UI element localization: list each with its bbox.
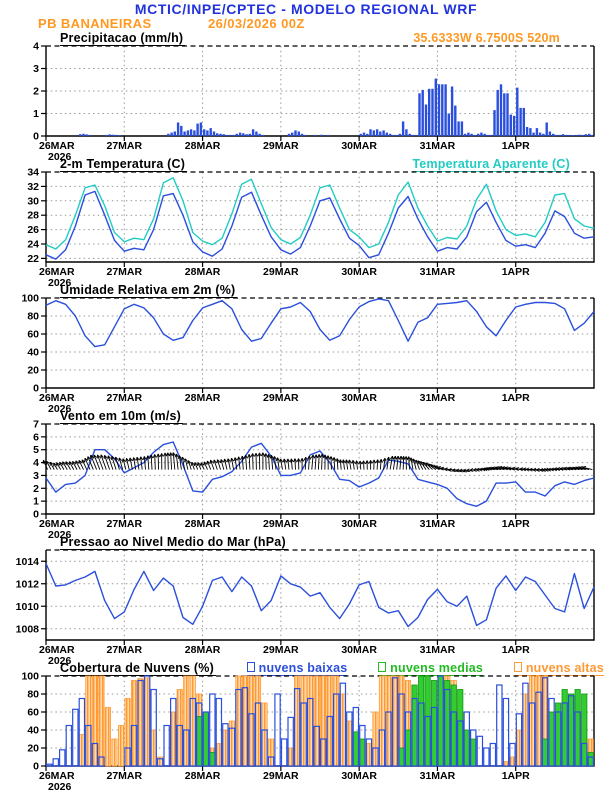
svg-text:26MAR: 26MAR [39, 644, 75, 656]
svg-text:29MAR: 29MAR [263, 140, 299, 152]
svg-text:24: 24 [27, 238, 39, 251]
svg-text:30MAR: 30MAR [341, 518, 377, 530]
svg-text:1APR: 1APR [501, 770, 530, 782]
svg-text:28MAR: 28MAR [184, 392, 221, 404]
svg-text:31MAR: 31MAR [419, 392, 456, 404]
pressure-title: Pressao ao Nivel Medio do Mar (hPa) [60, 535, 286, 549]
panel-wind [33, 419, 594, 542]
svg-text:27MAR: 27MAR [106, 392, 143, 404]
svg-text:26MAR: 26MAR [39, 140, 75, 152]
svg-text:4: 4 [33, 40, 39, 53]
svg-text:2026: 2026 [48, 655, 72, 667]
svg-text:2: 2 [33, 482, 39, 495]
svg-text:80: 80 [27, 688, 39, 701]
svg-text:1014: 1014 [15, 555, 39, 568]
legend-low-clouds: nuvens baixas [247, 661, 348, 676]
svg-text:29MAR: 29MAR [263, 518, 299, 530]
svg-text:60: 60 [27, 706, 39, 719]
svg-text:30: 30 [27, 195, 39, 208]
panel-pressure [16, 550, 594, 667]
svg-text:1APR: 1APR [501, 140, 530, 152]
svg-text:31MAR: 31MAR [419, 140, 456, 152]
svg-text:31MAR: 31MAR [419, 518, 456, 530]
svg-text:1012: 1012 [15, 578, 39, 591]
svg-text:20: 20 [27, 742, 39, 755]
svg-text:29MAR: 29MAR [263, 266, 299, 278]
svg-text:29MAR: 29MAR [263, 770, 299, 782]
svg-text:3: 3 [33, 63, 39, 75]
svg-text:27MAR: 27MAR [106, 266, 143, 278]
svg-text:5: 5 [33, 444, 39, 457]
svg-text:26MAR: 26MAR [39, 518, 75, 530]
svg-text:0: 0 [33, 130, 39, 143]
svg-text:34: 34 [27, 166, 39, 179]
svg-text:30MAR: 30MAR [341, 266, 377, 278]
svg-text:1APR: 1APR [501, 644, 530, 656]
svg-text:0: 0 [33, 382, 39, 395]
svg-text:80: 80 [27, 310, 39, 323]
panel-clouds [21, 671, 594, 792]
wind-direction-arrows [43, 453, 592, 472]
svg-text:1APR: 1APR [501, 392, 530, 404]
svg-text:100: 100 [21, 292, 39, 305]
svg-text:0: 0 [33, 760, 39, 773]
svg-text:31MAR: 31MAR [419, 644, 456, 656]
svg-text:2026: 2026 [48, 529, 72, 541]
svg-text:31MAR: 31MAR [419, 266, 456, 278]
svg-text:100: 100 [21, 670, 39, 683]
wind-title: Vento em 10m (m/s) [60, 409, 182, 423]
svg-text:26: 26 [27, 224, 39, 237]
svg-text:30MAR: 30MAR [341, 770, 377, 782]
svg-text:28MAR: 28MAR [184, 770, 221, 782]
svg-text:2: 2 [33, 85, 39, 98]
svg-text:1: 1 [33, 495, 39, 508]
svg-text:3: 3 [33, 469, 39, 482]
apparent-temperature-legend: Temperatura Aparente (C) [412, 157, 570, 171]
svg-text:4: 4 [33, 457, 39, 470]
svg-text:28MAR: 28MAR [184, 266, 221, 278]
svg-text:28MAR: 28MAR [184, 518, 221, 530]
svg-text:26MAR: 26MAR [39, 770, 75, 782]
svg-text:6: 6 [33, 431, 39, 444]
svg-text:27MAR: 27MAR [106, 140, 143, 152]
temperature-title: 2-m Temperatura (C) [60, 157, 186, 171]
station-name: PB BANANEIRAS [38, 16, 152, 31]
legend-high-clouds: nuvens altas [514, 661, 604, 676]
station-coordinates: 35.6333W 6.7500S 520m [413, 31, 560, 45]
svg-text:40: 40 [27, 346, 39, 359]
svg-text:32: 32 [27, 180, 39, 193]
page-title: MCTIC/INPE/CPTEC - MODELO REGIONAL WRF [134, 1, 478, 17]
clouds-title: Cobertura de Nuvens (%) [60, 661, 214, 675]
svg-text:26MAR: 26MAR [39, 392, 75, 404]
precipitation-title: Precipitacao (mm/h) [60, 31, 184, 45]
svg-text:31MAR: 31MAR [419, 770, 456, 782]
model-run-datetime: 26/03/2026 00Z [208, 16, 305, 31]
svg-text:1010: 1010 [15, 600, 39, 613]
svg-text:0: 0 [33, 508, 39, 521]
svg-text:30MAR: 30MAR [341, 392, 377, 404]
svg-text:29MAR: 29MAR [263, 392, 299, 404]
legend-mid-clouds: nuvens medias [378, 661, 483, 676]
svg-text:2026: 2026 [48, 781, 72, 792]
svg-text:7: 7 [33, 418, 39, 431]
humidity-title: Umidade Relativa em 2m (%) [60, 283, 236, 297]
svg-text:1008: 1008 [15, 623, 39, 636]
svg-text:60: 60 [27, 328, 39, 341]
panel-precipitation [33, 41, 594, 164]
svg-text:27MAR: 27MAR [106, 770, 143, 782]
svg-text:20: 20 [27, 364, 39, 377]
svg-text:1APR: 1APR [501, 518, 530, 530]
svg-text:30MAR: 30MAR [341, 140, 377, 152]
svg-text:26MAR: 26MAR [39, 266, 75, 278]
panel-humidity [21, 293, 594, 416]
svg-text:1: 1 [33, 108, 39, 120]
svg-text:2026: 2026 [48, 277, 72, 289]
svg-text:2026: 2026 [48, 403, 72, 415]
svg-text:1APR: 1APR [501, 266, 530, 278]
svg-text:2026: 2026 [48, 151, 72, 163]
svg-text:30MAR: 30MAR [341, 644, 377, 656]
svg-text:28MAR: 28MAR [184, 140, 221, 152]
svg-text:28MAR: 28MAR [184, 644, 221, 656]
svg-text:27MAR: 27MAR [106, 644, 143, 656]
svg-text:28: 28 [27, 209, 39, 222]
svg-text:22: 22 [27, 252, 39, 265]
panel-temperature [27, 167, 594, 290]
svg-text:29MAR: 29MAR [263, 644, 299, 656]
svg-text:40: 40 [27, 724, 39, 737]
svg-text:27MAR: 27MAR [106, 518, 143, 530]
